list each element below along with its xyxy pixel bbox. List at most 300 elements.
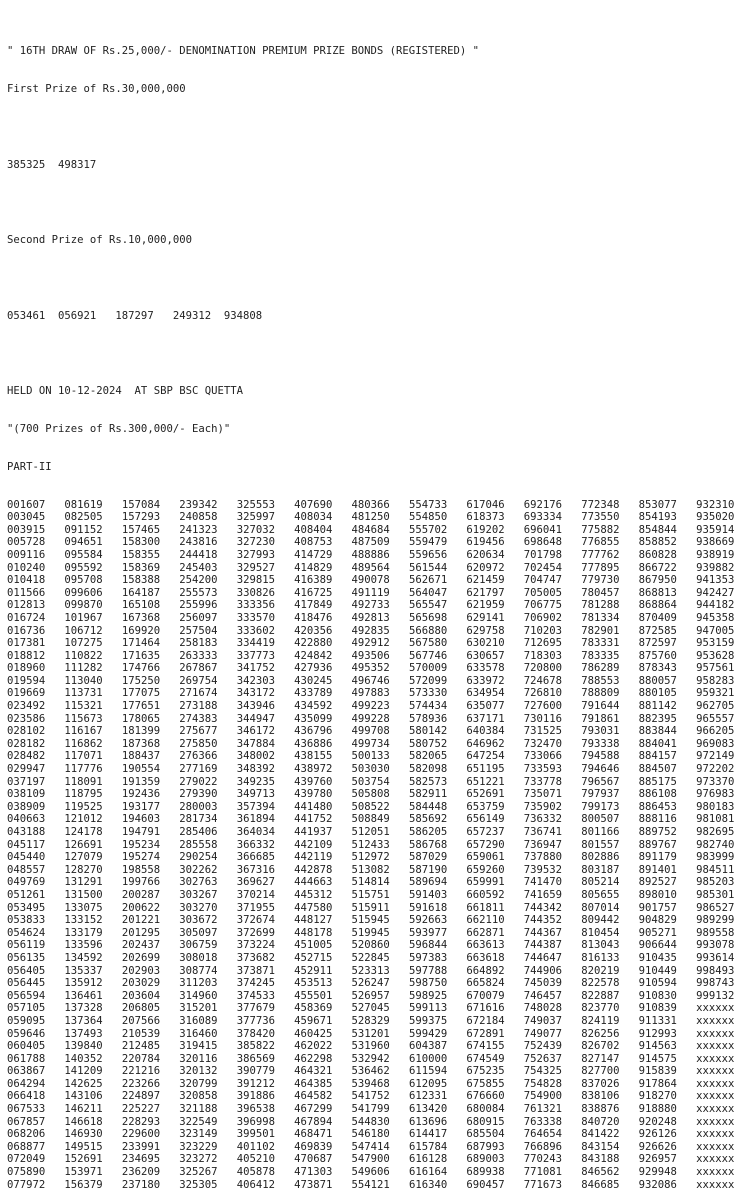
bond-number: 414829: [294, 561, 333, 574]
bond-number: 690457: [466, 1178, 505, 1191]
number-row: [7, 1153, 734, 1166]
bond-number: 059646: [7, 1027, 46, 1040]
bond-number: 487509: [351, 536, 390, 549]
bond-number: 137328: [64, 1002, 103, 1015]
bond-number: 780457: [581, 586, 620, 599]
bond-number: 271674: [179, 687, 218, 700]
bond-number: 364034: [236, 826, 275, 838]
number-row: [7, 511, 734, 524]
bond-number: 134592: [64, 951, 103, 964]
bond-number: 200622: [121, 901, 161, 914]
bond-number: 106712: [64, 624, 103, 637]
number-row: [7, 1053, 734, 1066]
bond-number: 726810: [523, 687, 563, 700]
bond-number: 422880: [294, 637, 333, 650]
number-row: [7, 536, 734, 549]
bond-number: 018812: [7, 649, 46, 662]
bond-number: 056119: [7, 939, 46, 952]
bond-number: 442878: [294, 863, 333, 876]
bond-number: 406412: [236, 1178, 275, 1191]
number-row: [7, 1028, 734, 1041]
bond-number: 705005: [523, 586, 563, 599]
bond-number: 057105: [7, 1002, 46, 1015]
bond-number: 929948: [638, 1166, 677, 1179]
number-row: [7, 1015, 734, 1028]
bond-number: 598750: [408, 977, 448, 990]
bond-number: xxxxxx: [696, 1065, 734, 1078]
bond-number: 416389: [294, 574, 333, 587]
bond-number: 826702: [581, 1040, 620, 1053]
bond-number: 224897: [121, 1090, 161, 1103]
bond-number: 245403: [179, 561, 218, 574]
bond-number: 468471: [294, 1128, 333, 1141]
bond-number: 391212: [236, 1077, 275, 1090]
bond-number: 308774: [179, 964, 218, 977]
bond-number: 467299: [294, 1103, 333, 1116]
bond-number: 508522: [351, 800, 390, 813]
bond-number: 094651: [64, 536, 103, 549]
bond-number: 499708: [351, 725, 390, 738]
bond-number: 889752: [638, 826, 677, 838]
bond-number: 827700: [581, 1065, 620, 1078]
bond-number: 372674: [236, 914, 275, 927]
bond-number: 619202: [466, 523, 505, 536]
bond-number: 203029: [121, 977, 161, 990]
bond-number: 101967: [64, 611, 103, 624]
bond-number: 528329: [351, 1014, 390, 1027]
bond-number: 091152: [64, 523, 103, 536]
bond-number: 133075: [64, 901, 103, 914]
bond-number: 766896: [523, 1140, 563, 1153]
second-prize-numbers: 053461 056921 187297 249312 934808: [7, 309, 263, 322]
bond-number: 124178: [64, 826, 103, 838]
bond-number: 841422: [581, 1128, 620, 1141]
bond-number: 195234: [121, 838, 161, 851]
bond-number: 982695: [696, 826, 734, 838]
bond-number: 886453: [638, 800, 677, 813]
third-prize-number-table: [7, 499, 734, 1192]
number-row: [7, 864, 734, 877]
bond-number: xxxxxx: [696, 1128, 734, 1141]
bond-number: 492835: [351, 624, 390, 637]
bond-number: 493506: [351, 649, 390, 662]
bond-number: 985301: [696, 888, 734, 901]
bond-number: 858852: [638, 536, 677, 549]
bond-number: 405878: [236, 1166, 275, 1179]
bond-number: 983999: [696, 851, 734, 864]
bond-number: 816133: [581, 951, 620, 964]
bond-number: 618373: [466, 511, 505, 524]
bond-number: 663613: [466, 939, 505, 952]
bond-number: 349713: [236, 788, 275, 801]
number-row: [7, 851, 734, 864]
bond-number: 436886: [294, 737, 333, 750]
bond-number: 028102: [7, 725, 46, 738]
bond-number: 306759: [179, 939, 218, 952]
bond-number: 674549: [466, 1052, 505, 1065]
number-row: [7, 499, 734, 512]
bond-number: 616164: [408, 1166, 448, 1179]
bond-number: 777895: [581, 561, 620, 574]
number-row: [7, 687, 734, 700]
bond-number: 254200: [179, 574, 218, 587]
bond-number: 462298: [294, 1052, 333, 1065]
number-row: [7, 902, 734, 915]
number-row: [7, 889, 734, 902]
bond-number: 675235: [466, 1065, 505, 1078]
number-row: [7, 977, 734, 990]
bond-number: 854193: [638, 511, 677, 524]
bond-number: 016724: [7, 611, 46, 624]
bond-number: 783335: [581, 649, 620, 662]
bond-number: 749037: [523, 1014, 563, 1027]
number-row: [7, 1141, 734, 1154]
bond-number: 285406: [179, 826, 218, 838]
bond-number: 192436: [121, 788, 161, 801]
bond-number: 448127: [294, 914, 333, 927]
bond-number: 616128: [408, 1153, 448, 1166]
bond-number: 685504: [466, 1128, 505, 1141]
bond-number: 920248: [638, 1115, 677, 1128]
bond-number: 171635: [121, 649, 161, 662]
bond-number: 935914: [696, 523, 734, 536]
bond-number: 198558: [121, 863, 161, 876]
bond-number: 953159: [696, 637, 734, 650]
bond-number: 157465: [121, 523, 161, 536]
bond-number: 617046: [466, 498, 505, 511]
bond-number: 481250: [351, 511, 390, 524]
bond-number: 496746: [351, 674, 390, 687]
bond-number: 499228: [351, 712, 390, 725]
bond-number: 659061: [466, 851, 505, 864]
bond-number: 662110: [466, 914, 505, 927]
bond-number: 972149: [696, 750, 734, 763]
bond-number: 439760: [294, 775, 333, 788]
bond-number: 019669: [7, 687, 46, 700]
number-row: [7, 1078, 734, 1091]
bond-number: 926126: [638, 1128, 677, 1141]
bond-number: 169920: [121, 624, 161, 637]
bond-number: 944182: [696, 599, 734, 612]
bond-number: 320858: [179, 1090, 218, 1103]
bond-number: 480366: [351, 498, 390, 511]
bond-number: 028182: [7, 737, 46, 750]
bond-number: 045117: [7, 838, 46, 851]
bond-number: 999132: [696, 989, 734, 1002]
bond-number: 305097: [179, 926, 218, 939]
bond-number: 369627: [236, 876, 275, 889]
bond-number: 687993: [466, 1140, 505, 1153]
bond-number: 464321: [294, 1065, 333, 1078]
bond-number: 464385: [294, 1077, 333, 1090]
bond-number: xxxxxx: [696, 1178, 734, 1191]
bond-number: 640384: [466, 725, 505, 738]
bond-number: 333356: [236, 599, 275, 612]
bond-number: 744387: [523, 939, 563, 952]
bond-number: 520860: [351, 939, 390, 952]
bond-number: 441752: [294, 813, 333, 826]
bond-number: 452715: [294, 951, 333, 964]
bond-number: 438972: [294, 763, 333, 776]
bond-number: 771081: [523, 1166, 563, 1179]
bond-number: 914575: [638, 1052, 677, 1065]
bond-number: 582065: [408, 750, 448, 763]
bond-number: 941353: [696, 574, 734, 587]
bond-number: 914563: [638, 1040, 677, 1053]
bond-number: 932086: [638, 1178, 677, 1191]
bond-number: 912993: [638, 1027, 677, 1040]
bond-number: 572099: [408, 674, 448, 687]
number-row: [7, 549, 734, 562]
bond-number: 171464: [121, 637, 161, 650]
bond-number: 202903: [121, 964, 161, 977]
bond-number: 408034: [294, 511, 333, 524]
bond-number: 275850: [179, 737, 218, 750]
bond-number: 349235: [236, 775, 275, 788]
bond-number: 585692: [408, 813, 448, 826]
number-row: [7, 939, 734, 952]
bond-number: 202699: [121, 951, 161, 964]
bond-number: 146618: [64, 1115, 103, 1128]
bond-number: 471303: [294, 1166, 333, 1179]
bond-number: 407690: [294, 498, 333, 511]
bond-number: 492733: [351, 599, 390, 612]
bond-number: 126691: [64, 838, 103, 851]
bond-number: 547900: [351, 1153, 390, 1166]
bond-number: 993078: [696, 939, 734, 952]
bond-number: 561544: [408, 561, 448, 574]
spacer: [7, 121, 734, 134]
bond-number: 878343: [638, 662, 677, 675]
bond-number: 274383: [179, 712, 218, 725]
bond-number: 621959: [466, 599, 505, 612]
bond-number: 986527: [696, 901, 734, 914]
bond-number: 241323: [179, 523, 218, 536]
bond-number: 361894: [236, 813, 275, 826]
bond-number: 290254: [179, 851, 218, 864]
bond-number: 794646: [581, 763, 620, 776]
bond-number: 040663: [7, 813, 46, 826]
bond-number: 531960: [351, 1040, 390, 1053]
bond-number: 377736: [236, 1014, 275, 1027]
bond-number: 059095: [7, 1014, 46, 1027]
bond-number: 343172: [236, 687, 275, 700]
bond-number: 957561: [696, 662, 734, 675]
bond-number: 612095: [408, 1077, 448, 1090]
bond-number: 322549: [179, 1115, 218, 1128]
bond-number: 303270: [179, 901, 218, 914]
bond-number: 659991: [466, 876, 505, 889]
bond-number: 023586: [7, 712, 46, 725]
bond-number: 786289: [581, 662, 620, 675]
bond-number: 797937: [581, 788, 620, 801]
bond-number: 824119: [581, 1014, 620, 1027]
bond-number: 095592: [64, 561, 103, 574]
bond-number: 344947: [236, 712, 275, 725]
bond-number: 077972: [7, 1178, 46, 1191]
bond-number: 580752: [408, 737, 448, 750]
bond-number: 452911: [294, 964, 333, 977]
bond-number: 302262: [179, 863, 218, 876]
bond-number: 066418: [7, 1090, 46, 1103]
bond-number: 891179: [638, 851, 677, 864]
bond-number: 744367: [523, 926, 563, 939]
second-prize-label: Second Prize of Rs.10,000,000: [7, 234, 192, 247]
bond-number: 689938: [466, 1166, 505, 1179]
bond-number: 099606: [64, 586, 103, 599]
bond-number: 898010: [638, 888, 677, 901]
number-row: [7, 524, 734, 537]
bond-number: 801557: [581, 838, 620, 851]
bond-number: 435099: [294, 712, 333, 725]
bond-number: 735071: [523, 788, 563, 801]
bond-number: 117776: [64, 763, 103, 776]
bond-number: 736332: [523, 813, 563, 826]
bond-number: 735902: [523, 800, 563, 813]
bond-number: 587029: [408, 851, 448, 864]
bond-number: 597788: [408, 964, 448, 977]
bond-number: 118795: [64, 788, 103, 801]
bond-number: 519945: [351, 926, 390, 939]
bond-number: 593977: [408, 926, 448, 939]
bond-number: 901757: [638, 901, 677, 914]
bond-number: 156379: [64, 1178, 103, 1191]
bond-number: 838106: [581, 1090, 620, 1103]
number-row: [7, 1116, 734, 1129]
bond-number: 072049: [7, 1153, 46, 1166]
bond-number: 012813: [7, 599, 46, 612]
bond-number: 910449: [638, 964, 677, 977]
bond-number: 177075: [121, 687, 161, 700]
bond-number: 882395: [638, 712, 677, 725]
bond-number: 357394: [236, 800, 275, 813]
bond-number: 257504: [179, 624, 218, 637]
bond-number: 802886: [581, 851, 620, 864]
bond-number: 061788: [7, 1052, 46, 1065]
bond-number: 554121: [351, 1178, 390, 1191]
bond-number: 586768: [408, 838, 448, 851]
bond-number: 323272: [179, 1153, 218, 1166]
bond-number: 396998: [236, 1115, 275, 1128]
bond-number: 500133: [351, 750, 390, 763]
bond-number: 158300: [121, 536, 161, 549]
bond-number: xxxxxx: [696, 1040, 734, 1053]
bond-number: 453513: [294, 977, 333, 990]
bond-number: 467894: [294, 1115, 333, 1128]
bond-number: 377679: [236, 1002, 275, 1015]
bond-number: 442119: [294, 851, 333, 864]
bond-number: 256097: [179, 611, 218, 624]
bond-number: 194791: [121, 826, 161, 838]
bond-number: 181399: [121, 725, 161, 738]
bond-number: 692176: [523, 498, 563, 511]
bond-number: 616340: [408, 1178, 448, 1191]
bond-number: 348002: [236, 750, 275, 763]
bond-number: 969083: [696, 737, 734, 750]
bond-number: 464582: [294, 1090, 333, 1103]
number-row: [7, 599, 734, 612]
bond-number: 275677: [179, 725, 218, 738]
bond-number: 868864: [638, 599, 677, 612]
bond-number: 117071: [64, 750, 103, 763]
bond-number: 056405: [7, 964, 46, 977]
bond-number: 647254: [466, 750, 505, 763]
bond-number: 107275: [64, 637, 103, 650]
bond-number: 910435: [638, 951, 677, 964]
bond-number: 308018: [179, 951, 218, 964]
bond-number: 689003: [466, 1153, 505, 1166]
bond-number: 484684: [351, 523, 390, 536]
bond-number: 559656: [408, 548, 448, 561]
bond-number: 810454: [581, 926, 620, 939]
bond-number: 458369: [294, 1002, 333, 1015]
bond-number: 793031: [581, 725, 620, 738]
bond-number: 886108: [638, 788, 677, 801]
bond-number: 157293: [121, 511, 161, 524]
bond-number: 503030: [351, 763, 390, 776]
bond-number: 843154: [581, 1140, 620, 1153]
bond-number: 366685: [236, 851, 275, 864]
bond-number: 981081: [696, 813, 734, 826]
bond-number: 733066: [523, 750, 563, 763]
bond-number: 731525: [523, 725, 563, 738]
bond-number: 319415: [179, 1040, 218, 1053]
bond-number: 445312: [294, 888, 333, 901]
bond-number: 748028: [523, 1002, 563, 1015]
bond-number: 770243: [523, 1153, 563, 1166]
bond-number: 366332: [236, 838, 275, 851]
bond-number: 676660: [466, 1090, 505, 1103]
bond-number: 675855: [466, 1077, 505, 1090]
bond-number: 693334: [523, 511, 563, 524]
number-row: [7, 1166, 734, 1179]
bond-number: 771673: [523, 1178, 563, 1191]
bond-number: 011566: [7, 586, 46, 599]
bond-number: 515751: [351, 888, 390, 901]
bond-number: 263333: [179, 649, 218, 662]
bond-number: 910594: [638, 977, 677, 990]
bond-number: 430245: [294, 674, 333, 687]
bond-number: xxxxxx: [696, 1166, 734, 1179]
bond-number: 414729: [294, 548, 333, 561]
bond-number: 082505: [64, 511, 103, 524]
bond-number: 157084: [121, 498, 161, 511]
bond-number: 229600: [121, 1128, 161, 1141]
bond-number: 341752: [236, 662, 275, 675]
bond-number: 629758: [466, 624, 505, 637]
bond-number: 633972: [466, 674, 505, 687]
bond-number: 706902: [523, 611, 563, 624]
bond-number: 302763: [179, 876, 218, 889]
number-row: [7, 750, 734, 763]
number-row: [7, 876, 734, 889]
bond-number: 128270: [64, 863, 103, 876]
bond-number: 491119: [351, 586, 390, 599]
bond-number: 663618: [466, 951, 505, 964]
bond-number: 884507: [638, 763, 677, 776]
draw-title: " 16TH DRAW OF Rs.25,000/- DENOMINATION PREMIUM PRIZE BONDS (REGISTERED) ": [7, 45, 479, 58]
bond-number: 233991: [121, 1140, 161, 1153]
bond-number: 635077: [466, 700, 505, 713]
number-row: [7, 738, 734, 751]
bond-number: 258183: [179, 637, 218, 650]
bond-number: 620972: [466, 561, 505, 574]
bond-number: 885175: [638, 775, 677, 788]
bond-number: 420356: [294, 624, 333, 637]
bond-number: 611594: [408, 1065, 448, 1078]
bond-number: 892527: [638, 876, 677, 889]
bond-number: 202437: [121, 939, 161, 952]
